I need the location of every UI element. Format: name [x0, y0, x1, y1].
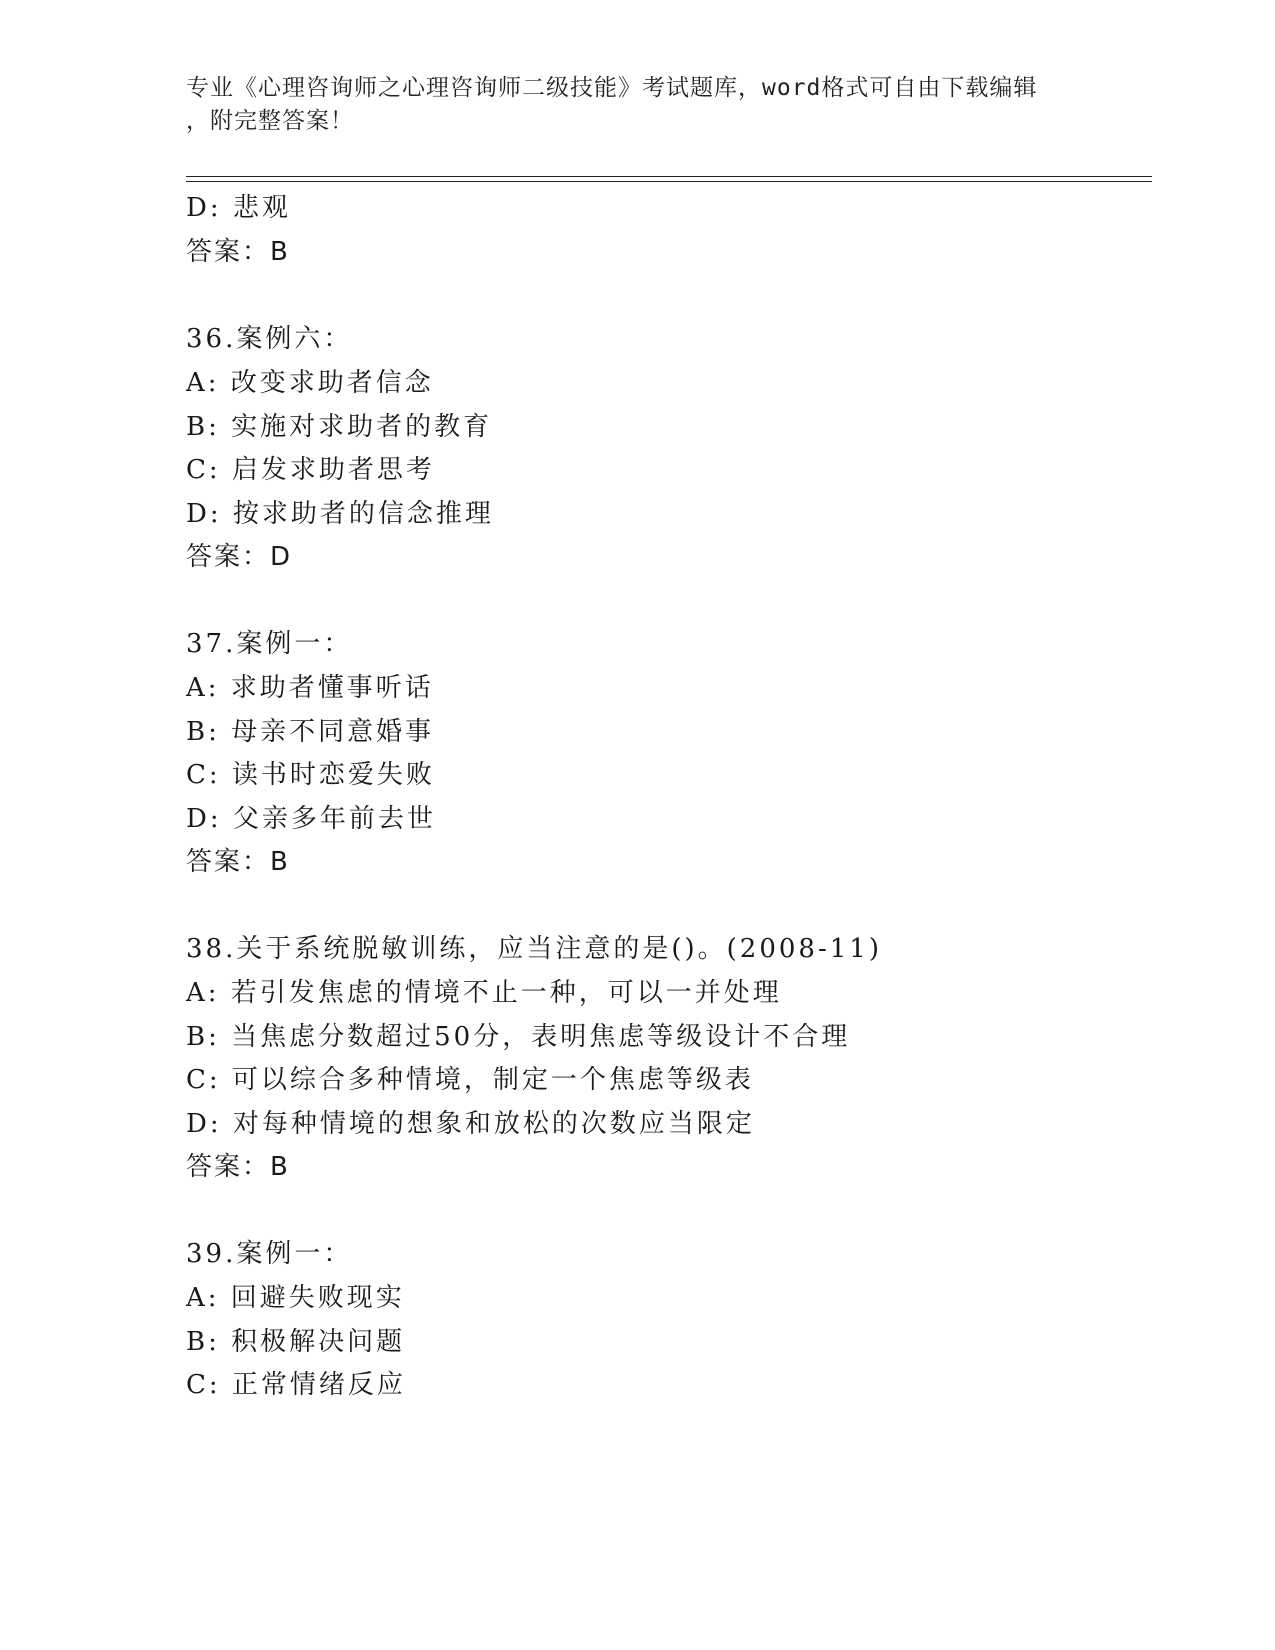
option-line: D: 父亲多年前去世: [186, 804, 436, 834]
option-line: D: 按求助者的信念推理: [186, 499, 494, 529]
option-line: A: 改变求助者信念: [186, 368, 434, 398]
option-line: C: 可以综合多种情境，制定一个焦虑等级表: [186, 1065, 754, 1095]
question-line: 38.关于系统脱敏训练，应当注意的是()。(2008-11): [186, 934, 882, 964]
header-line-2: ，附完整答案！: [186, 108, 354, 134]
question-line: 37.案例一：: [186, 629, 353, 659]
option-line: C: 读书时恋爱失败: [186, 760, 435, 790]
header-divider-bottom: [186, 181, 1152, 182]
answer-line: 答案：D: [186, 542, 293, 572]
question-line: 39.案例一：: [186, 1239, 353, 1269]
option-line: C: 启发求助者思考: [186, 455, 435, 485]
answer-line: 答案：B: [186, 237, 290, 267]
page-header: [186, 72, 1086, 138]
option-line: D: 悲观: [186, 193, 291, 223]
answer-line: 答案：B: [186, 1152, 290, 1182]
header-line-1: 专业《心理咨询师之心理咨询师二级技能》考试题库，word格式可自由下载编辑: [186, 75, 1038, 101]
option-line: B: 积极解决问题: [186, 1327, 406, 1357]
option-line: C: 正常情绪反应: [186, 1370, 406, 1400]
option-line: B: 当焦虑分数超过50分，表明焦虑等级设计不合理: [186, 1022, 851, 1052]
answer-line: 答案：B: [186, 847, 290, 877]
option-line: A: 求助者懂事听话: [186, 673, 434, 703]
header-divider-top: [186, 176, 1152, 177]
option-line: B: 实施对求助者的教育: [186, 412, 493, 442]
question-line: 36.案例六：: [186, 324, 353, 354]
option-line: B: 母亲不同意婚事: [186, 717, 435, 747]
option-line: A: 若引发焦虑的情境不止一种，可以一并处理: [186, 978, 782, 1008]
option-line: D: 对每种情境的想象和放松的次数应当限定: [186, 1109, 755, 1139]
option-line: A: 回避失败现实: [186, 1283, 405, 1313]
